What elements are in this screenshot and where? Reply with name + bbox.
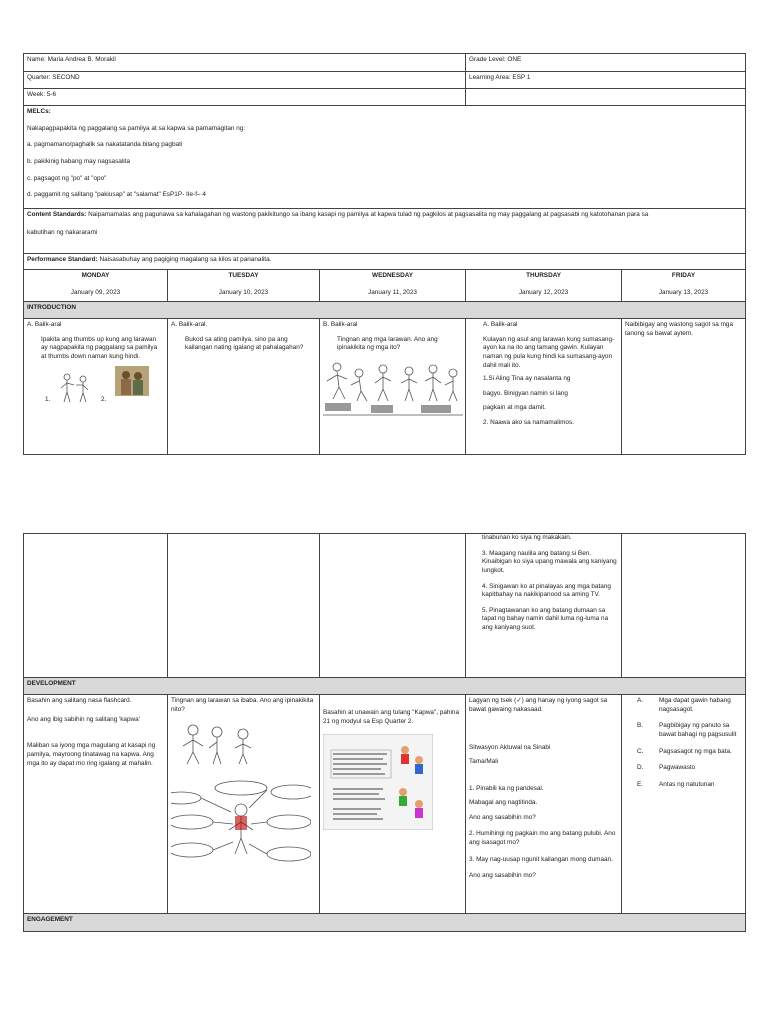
intro-thu-line: pagkain at mga damit.: [483, 404, 546, 412]
kapwa-poem-page-image: [323, 734, 433, 830]
dev-thu-p1: Lagyan ng tsek (✓) ang hanay ng iyong sagot sa bawat gawaing nakasaad.: [469, 697, 608, 713]
intro-thu-line: 2. Naawa ako sa namamalimos.: [483, 419, 574, 427]
dev-wed-p1: Basahin at unawain ang tulang "Kapwa", pahina 21 ng modyul sa Esp Quarter 2.: [323, 709, 460, 725]
list-letter: A.: [637, 697, 644, 704]
day-header-wednesday: WEDNESDAY January 11, 2023: [320, 270, 466, 302]
day-header-friday: FRIDAY January 13, 2023: [622, 270, 746, 302]
day-header-tuesday: TUESDAY January 10, 2023: [168, 270, 320, 302]
performance-standard-text: Naisasabuhay ang pagiging magalang sa kilos at pananalita.: [97, 256, 272, 263]
intro-tuesday: [168, 319, 320, 455]
content-standards-label: Content Standards:: [27, 211, 87, 218]
intro-thu-line: 1.Si Aling Tina ay nasalanta ng: [483, 375, 571, 383]
intro-thu-heading: A. Balik-aral: [483, 321, 518, 328]
melcs-item: a. pagmamano/paghalik sa nakatatanda bilang pagbati: [27, 141, 183, 149]
dev-mon-p3: Maliban sa iyong mga magulang at kasapi ng pamilya, mayroong tinatawag na kapwa. Ang mga ito ay dapat mo ring igalang at mahalin.: [27, 742, 156, 767]
section-engagement: ENGAGEMENT: [24, 914, 746, 932]
list-item: Pagbibigay ng panuto sa bawat bahagi ng pagsusulit: [659, 722, 737, 738]
lesson-plan-table-top: [23, 53, 746, 455]
list-letter: C.: [637, 747, 644, 755]
cont-line: tinabunan ko siya ng makakain.: [482, 534, 572, 541]
dev-thu-s1b: Mabagal ang nagtitinda.: [469, 799, 538, 807]
day-date: January 09, 2023: [70, 288, 121, 296]
intro-wednesday: [320, 319, 466, 455]
day-date: January 13, 2023: [658, 288, 709, 296]
melcs-intro: Nakapagpapakita ng paggalang sa pamilya at sa kapwa sa pamamagitan ng:: [27, 124, 246, 132]
list-letter: B.: [637, 722, 644, 730]
lesson-plan-table-bottom: [23, 533, 746, 932]
performance-standard: [24, 254, 746, 270]
item-number: 1.: [45, 395, 51, 403]
content-standards-text: Naipamamalas ang pagunawa sa kahalagahan ng wastong pakikitungo sa ibang kasapi ng pamilya at kapwa tulad ng pagkilos at pagsasalita ng may paggalang at pagsasabi ng katotohanan para sa: [86, 211, 649, 218]
intro-monday: [24, 319, 168, 455]
dev-thu-header: Sitwasyon Aktuwal na Sinabi: [469, 744, 551, 752]
dev-tuesday: [168, 695, 320, 914]
day-header-thursday: THURSDAY January 12, 2023: [466, 270, 622, 302]
intro-friday: [622, 319, 746, 455]
dev-mon-p1: Basahin ang salitang nasa flashcard.: [27, 697, 132, 704]
list-letter: D.: [637, 764, 644, 772]
teacher-name: Name: Maria Andrea B. Morakil: [24, 54, 466, 72]
kids-greeting-image: [323, 359, 463, 423]
dev-thu-header2: Tama/Mali: [469, 757, 499, 765]
list-item: Antas ng natutunan: [659, 780, 715, 788]
content-standards-text2: kabutihan ng nakararami: [27, 228, 98, 236]
list-item: Pagsasagot ng mga bata.: [659, 747, 732, 755]
dev-wednesday: [320, 695, 466, 914]
intro-mon-heading: A. Balik-aral: [27, 321, 62, 328]
melcs-item: c. pagsagot ng "po" at "opo": [27, 174, 107, 182]
day-date: January 12, 2023: [518, 288, 569, 296]
dev-thursday: [466, 695, 622, 914]
intro-thu-line: bagyo. Binigyan namin si lang: [483, 389, 568, 397]
list-letter: E.: [637, 780, 644, 788]
performance-standard-label: Performance Standard:: [27, 256, 98, 263]
intro-tue-heading: A. Balik-aral.: [171, 321, 208, 328]
day-date: January 10, 2023: [218, 288, 269, 296]
list-item: Mga dapat gawin habang nagsasagot.: [659, 697, 731, 713]
melcs-block: [24, 106, 746, 209]
dev-friday: [622, 695, 746, 914]
quarter: Quarter: SECOND: [24, 72, 466, 89]
family-photo-image: [115, 366, 149, 396]
dev-thu-s1: 1. Pinabili ka ng pandesal.: [469, 784, 544, 792]
intro-mon-text: Ipakita ang thumbs up kung ang larawan ay nagpapakita ng paggalang sa pamilya at thumbs down naman kung hindi.: [41, 335, 158, 360]
family-greeting-image: [57, 370, 97, 404]
intro-tue-text: Bukod sa ating pamilya, sino pa ang kailangan nating igalang at pahalagahan?: [185, 335, 304, 352]
item-number: 2.: [101, 395, 107, 403]
melcs-item: d. paggamit ng salitang "pakiusap" at "salamat" EsP1P- IIe-f– 4: [27, 191, 206, 199]
dev-mon-p2: Ano ang ibig sabihin ng salitang 'kapwa': [27, 715, 140, 723]
dev-thu-s2: 2. Humihingi ng pagkain mo ang batang pulubi. Ano ang isasagot mo?: [469, 830, 616, 847]
melcs-title: MELCs:: [27, 108, 51, 115]
cont-item-3: 3. Maagang naulila ang batang si Ben. Kinaibigan ko siya upang mawala ang kaniyang lungkot.: [482, 549, 617, 574]
day-header-monday: MONDAY January 09, 2023: [24, 270, 168, 302]
content-standards: [24, 209, 746, 254]
dev-thu-s3: 3. May nag-uusap ngunit kailangan mong dumaan.: [469, 855, 613, 863]
dev-tue-p1: Tingnan ang larawan sa ibaba. Ano ang ipinakikita nito?: [171, 697, 314, 713]
dev-thu-s3b: Ano ang sasabihin mo?: [469, 872, 536, 880]
day-date: January 11, 2023: [368, 288, 417, 296]
melcs-item: b. pakikinig habang may nagsasalita: [27, 157, 131, 165]
dev-monday: [24, 695, 168, 914]
kapwa-illustration: [171, 720, 311, 870]
intro-fri-text: Naibibigay ang wastong sagot sa mga tanong sa bawat aytem.: [625, 321, 734, 337]
cont-item-4: 4. Sinigawan ko at pinalayas ang mga batang kapitbahay na nakikipanood sa aming TV.: [482, 582, 611, 599]
section-introduction: INTRODUCTION: [24, 302, 746, 319]
section-development: DEVELOPMENT: [24, 678, 746, 695]
grade-level: Grade Level: ONE: [466, 54, 746, 72]
intro-thu-continued: [466, 534, 622, 678]
learning-area: Learning Area: ESP 1: [466, 72, 746, 89]
cont-item-5: 5. Pinagtawanan ko ang batang dumaan sa tapat ng bahay namin dahil luma ng-luma na ang kaniyang suot.: [482, 606, 609, 632]
dev-thu-s1c: Ano ang sasabihin mo?: [469, 813, 536, 821]
intro-wed-heading: B. Balik-aral: [323, 321, 358, 328]
intro-wed-text: Tingnan ang mga larawan. Ano ang ipinakikita ng mga ito?: [337, 335, 438, 352]
list-item: Pagwawasto: [659, 764, 696, 772]
intro-thursday: [466, 319, 622, 455]
week: Week: 5-6: [24, 89, 466, 106]
intro-thu-text: Kulayan ng asul ang larawan kung sumasang-ayon ka na ito ang tamang gawin. Kulayan naman ng pula kung hindi ka sumasang-ayon dahil mali ito.: [483, 335, 615, 369]
